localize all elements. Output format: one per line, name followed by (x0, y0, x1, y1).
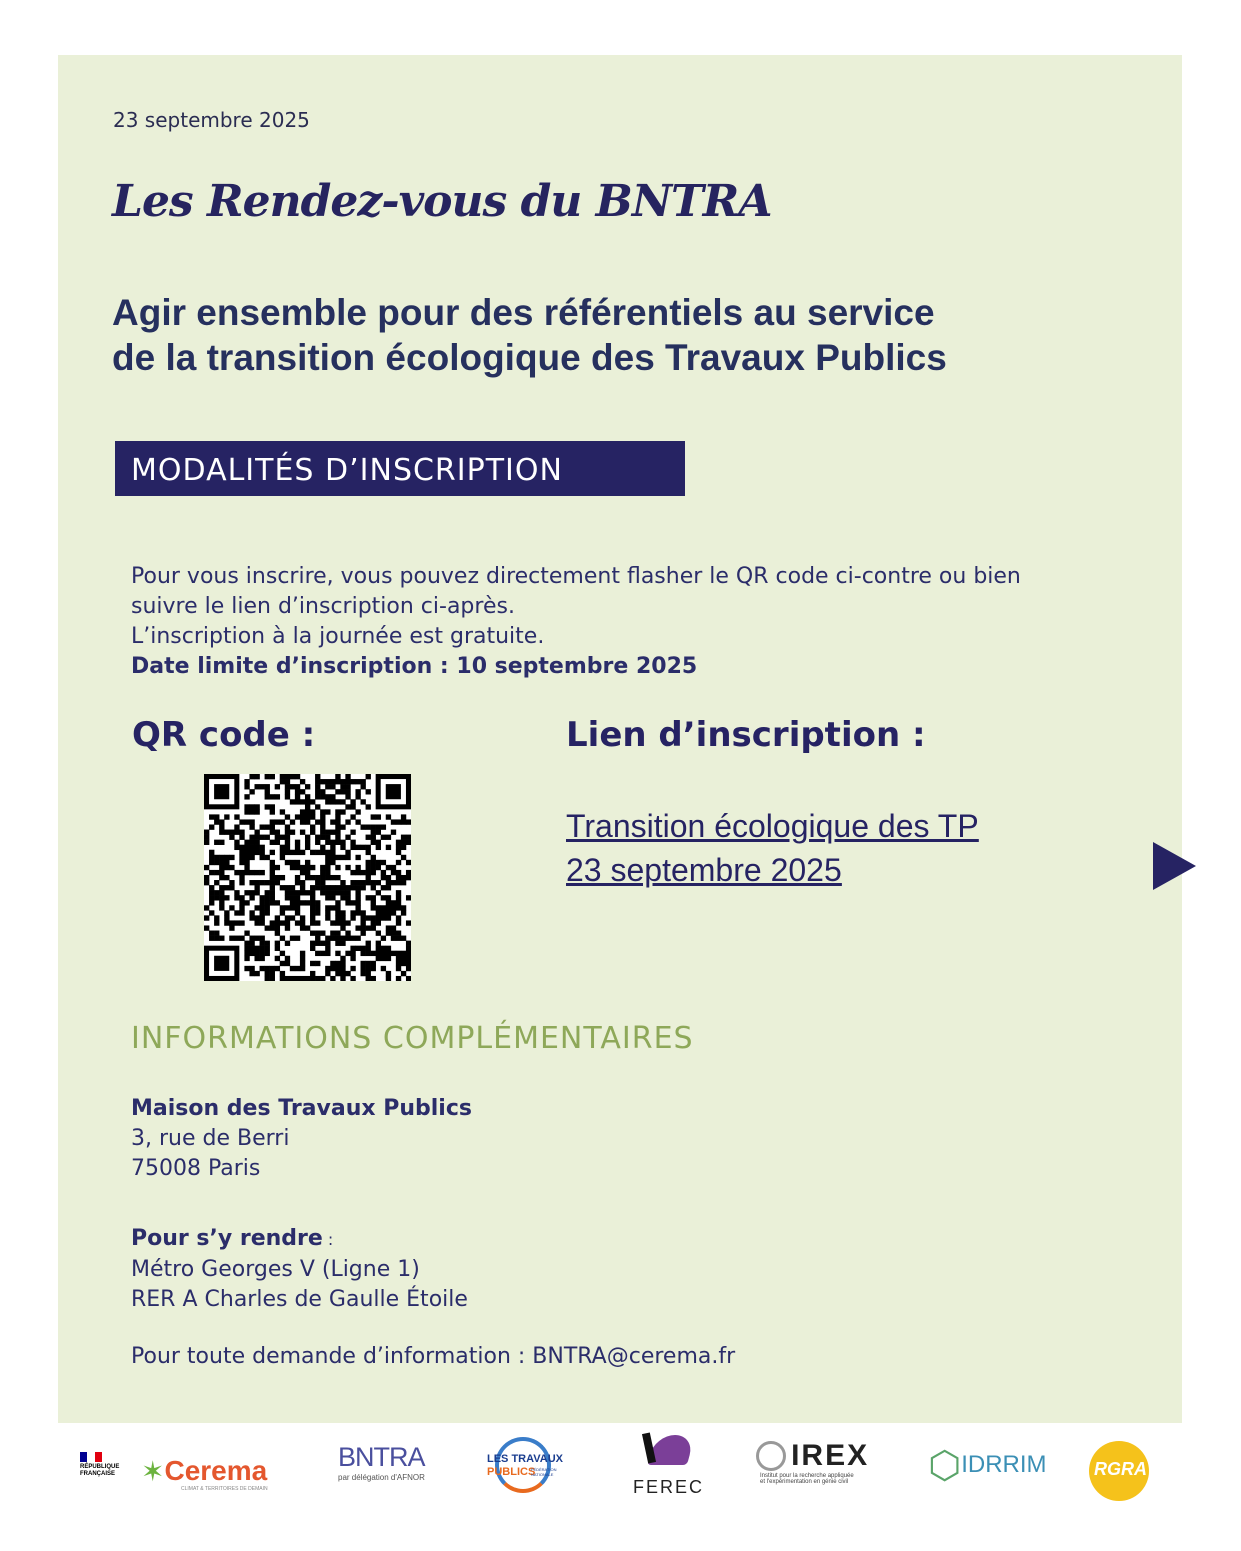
idrrim-hexagon-icon: ⬡ (928, 1443, 962, 1487)
travaux-publics-logo (485, 1437, 565, 1501)
play-arrow-icon (1153, 842, 1196, 890)
travaux-publics-text-1: LES TRAVAUX (487, 1453, 563, 1465)
qr-code[interactable] (204, 774, 411, 981)
registration-banner-title: MODALITÉS D’INSCRIPTION (131, 453, 563, 488)
main-title-line-1: Agir ensemble pour des référentiels au service (112, 292, 935, 333)
registration-intro (131, 562, 1121, 682)
access-label: Pour s’y rendre (131, 1226, 323, 1251)
travaux-publics-text-2: PUBLICS (487, 1466, 536, 1478)
venue-city: 75008 Paris (131, 1156, 261, 1181)
irex-tagline-1: Institut pour la recherche appliquée (760, 1473, 854, 1479)
partner-logos (0, 1425, 1241, 1551)
ferec-name: FEREC (633, 1477, 705, 1497)
cerema-tagline: CLIMAT & TERRITOIRES DE DEMAIN (181, 1486, 268, 1492)
series-title: Les Rendez-vous du BNTRA (112, 176, 772, 227)
info-heading: INFORMATIONS COMPLÉMENTAIRES (131, 1021, 694, 1056)
bntra-logo (338, 1442, 425, 1482)
event-date: 23 septembre 2025 (113, 108, 310, 132)
irex-logo (756, 1439, 881, 1485)
travaux-publics-text-3: FÉDÉRATION NATIONALE (531, 1467, 557, 1477)
cerema-logo (141, 1455, 268, 1492)
registration-banner (115, 441, 685, 496)
republique-francaise-text: RÉPUBLIQUE FRANÇAISE (80, 1464, 120, 1477)
main-title-line-2: de la transition écologique des Travaux Publics (112, 337, 947, 378)
registration-link-heading: Lien d’inscription : (566, 715, 926, 755)
venue-name: Maison des Travaux Publics (131, 1096, 472, 1121)
intro-line-3: L’inscription à la journée est gratuite. (131, 624, 545, 649)
access-rer: RER A Charles de Gaulle Étoile (131, 1287, 468, 1312)
cerema-name: Cerema (164, 1455, 268, 1486)
access-label-colon: : (322, 1230, 334, 1249)
cerema-star-icon: ✶ (141, 1455, 165, 1488)
venue-address (131, 1094, 472, 1184)
ferec-logo (633, 1427, 705, 1497)
qr-code-heading: QR code : (132, 715, 316, 755)
venue-street: 3, rue de Berri (131, 1126, 290, 1151)
access-metro: Métro Georges V (Ligne 1) (131, 1257, 420, 1282)
main-title (112, 290, 1132, 380)
idrrim-logo (928, 1443, 1047, 1487)
rgra-logo (1089, 1441, 1149, 1501)
rgra-name: RGRA (1094, 1459, 1147, 1479)
irex-name: IREX (791, 1439, 870, 1472)
bntra-name: BNTRA (338, 1442, 425, 1472)
registration-link-line-2[interactable]: 23 septembre 2025 (566, 852, 842, 888)
registration-link-line-1[interactable]: Transition écologique des TP (566, 808, 979, 844)
bntra-tagline: par délégation d'AFNOR (338, 1473, 425, 1482)
republique-francaise-logo (80, 1452, 122, 1478)
intro-line-1: Pour vous inscrire, vous pouvez directement flasher le QR code ci-contre ou bien (131, 564, 1021, 589)
irex-tagline-2: et l'expérimentation en génie civil (760, 1479, 849, 1485)
registration-link[interactable] (566, 804, 979, 892)
access-info (131, 1224, 468, 1315)
contact-info: Pour toute demande d’information : BNTRA@cerema.fr (131, 1344, 736, 1369)
irex-emblem-icon (756, 1441, 786, 1471)
qr-code-image (204, 774, 411, 981)
registration-deadline: Date limite d’inscription : 10 septembre 2025 (131, 654, 698, 679)
idrrim-name: IDRRIM (961, 1451, 1047, 1478)
intro-line-2: suivre le lien d’inscription ci-après. (131, 594, 515, 619)
